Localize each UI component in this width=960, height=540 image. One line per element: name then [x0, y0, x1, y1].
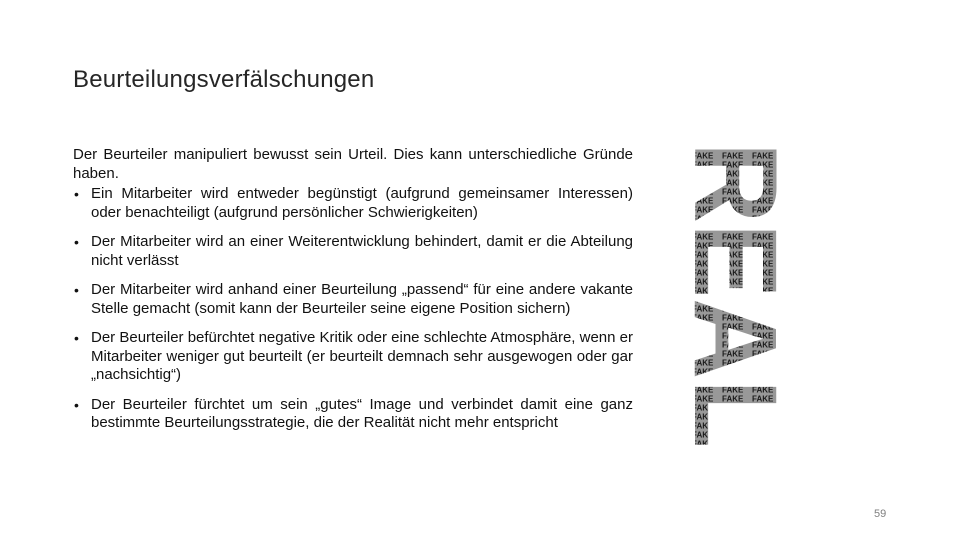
bullet-icon: •	[74, 282, 79, 298]
intro-paragraph: Der Beurteiler manipuliert bewusst sein Urteil. Dies kann unterschiedliche Gründe haben.	[73, 146, 633, 182]
real-fake-wordart-image	[692, 142, 784, 450]
bullet-icon: •	[74, 396, 79, 413]
bullet-icon: •	[74, 234, 79, 250]
bullet-text: Der Beurteiler fürchtet um sein „gutes“ Image und verbindet damit eine ganz bestimmte Beurteilungsstrategie, die der Realität nicht mehr entspricht	[91, 395, 633, 431]
bullet-text: Der Mitarbeiter wird anhand einer Beurteilung „passend“ für eine andere vakante Stelle gemacht (somit kann der Beurteiler seine eigene Position sichern)	[91, 281, 633, 317]
list-item	[73, 396, 633, 433]
bullet-text: Der Beurteiler befürchtet negative Kritik oder eine schlechte Atmosphäre, wenn er Mitarbeiter weniger gut beurteilt (er beurteilt demnach sehr ausgewogen oder gar „nachsichtig“)	[91, 329, 633, 383]
slide-title: Beurteilungsverfälschungen	[73, 66, 375, 93]
bullet-icon: •	[74, 330, 79, 346]
list-item	[73, 185, 633, 222]
bullet-text: Der Mitarbeiter wird an einer Weiterentwicklung behindert, damit er die Abteilung nicht verlässt	[91, 233, 633, 269]
bullet-list	[73, 185, 633, 433]
wordart-letters	[692, 142, 784, 450]
page-number: 59	[874, 508, 887, 520]
slide-body	[73, 146, 633, 444]
list-item	[73, 233, 633, 270]
bullet-icon: •	[74, 186, 79, 202]
list-item	[73, 329, 633, 385]
bullet-text: Ein Mitarbeiter wird entweder begünstigt (aufgrund gemeinsamer Interessen) oder benachteiligt (aufgrund persönlicher Schwierigkeiten)	[91, 185, 633, 221]
list-item	[73, 281, 633, 318]
